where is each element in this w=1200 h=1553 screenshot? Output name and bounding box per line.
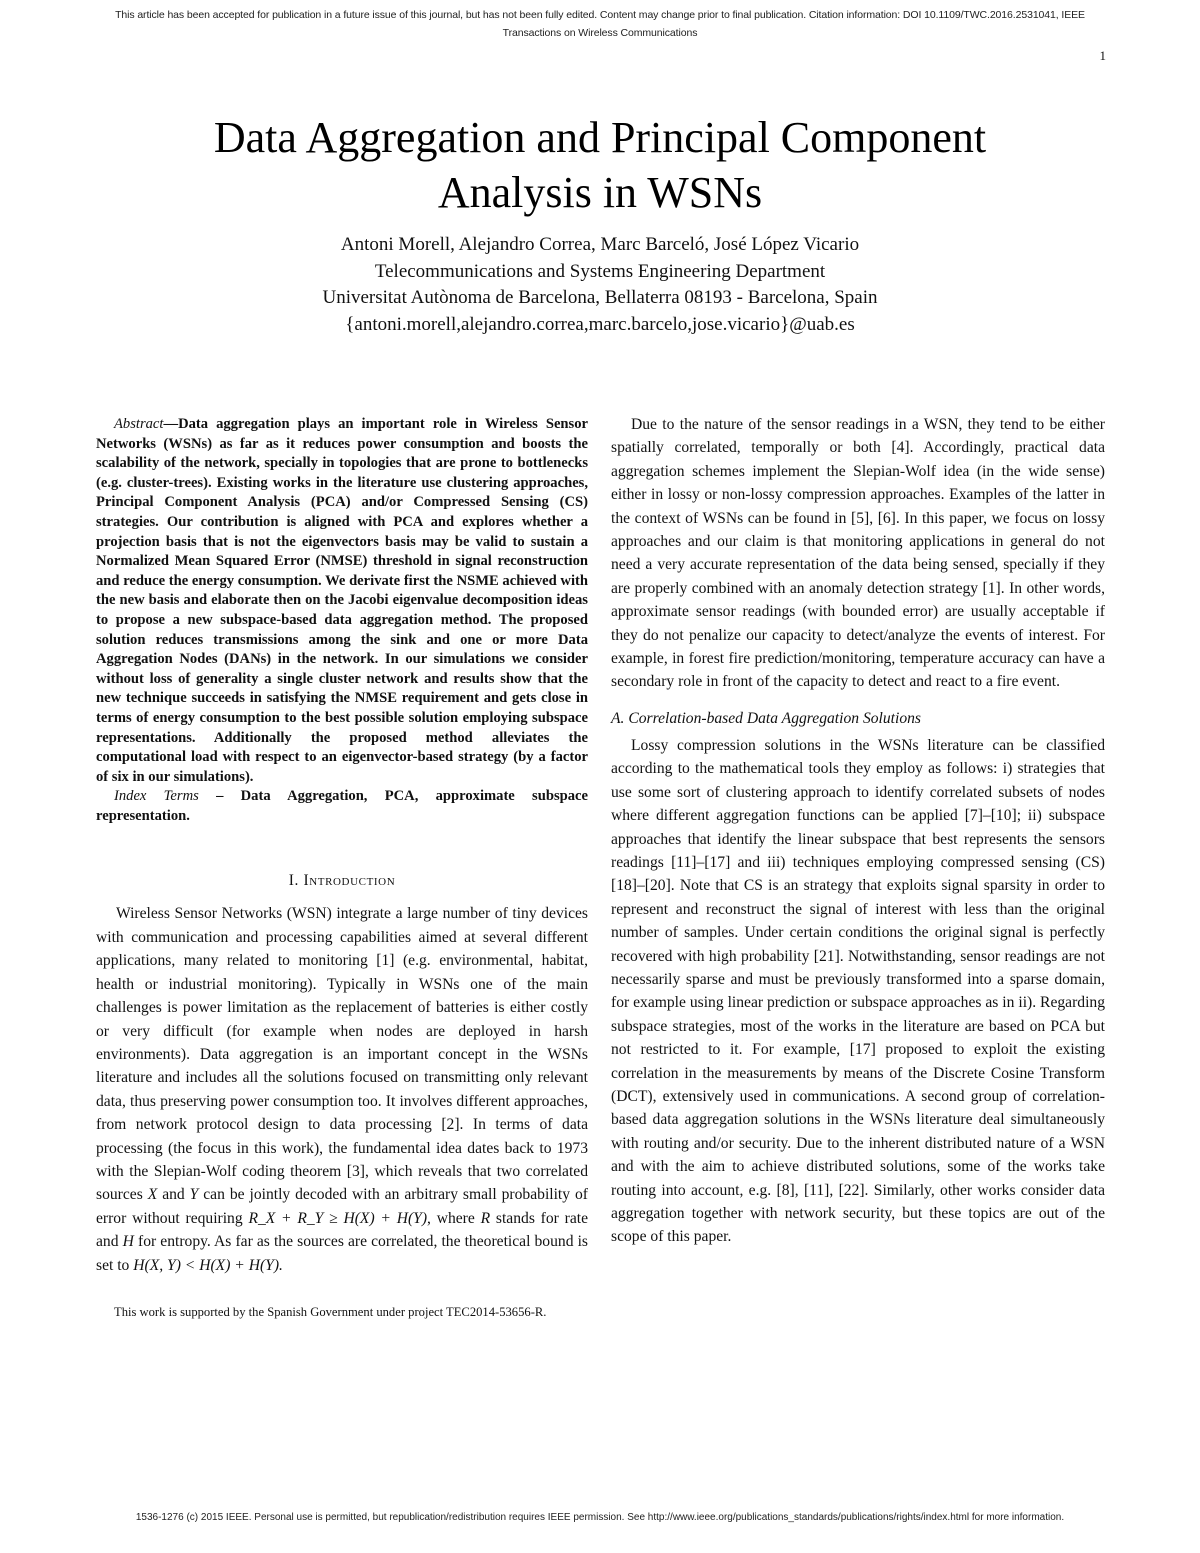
notice-line-2: Transactions on Wireless Communications [502,27,698,39]
var-h: H [122,1233,134,1251]
subsection-heading: A. Correlation-based Data Aggregation Solutions [611,709,921,727]
copyright-footer: 1536-1276 (c) 2015 IEEE. Personal use is permitted, but republication/redistribution requires IEEE permission. See http://www.ieee.org/publications_standards/publications/rights/index.html for more information. [135,1512,1065,1523]
equation-rate-bound: R_X + R_Y ≥ H(X) + H(Y) [248,1209,428,1227]
abstract [96,415,588,787]
right-column [611,413,1105,1249]
intro-text-c: , where [427,1209,475,1227]
left-column [96,415,588,1321]
title-line-2: Analysis in WSNs [437,168,763,217]
abstract-lead: Abstract [114,416,164,432]
index-terms [96,787,588,826]
right-paragraph-2: Lossy compression solutions in the WSNs literature can be classified according to the mathematical tools they employ as follows: i) strategies that use some sort of clustering approach to identify correlated subsets of nodes where different aggregation functions can be applied [7]–[10]; ii) subspace approaches that identify the linear subspace that best represents the sensors readings [11]–[17] and iii) techniques employing compressed sensing (CS) [18]–[20]. Note that CS is an strategy that exploits signal sparsity in order to represent and reconstruct the signal of interest with less than the original number of samples. Under certain conditions the original signal is perfectly recovered with high probability [21]. Notwithstanding, sensor readings are not necessarily sparse and must be previously transformed into a sparse domain, for example using linear prediction or subspace approaches as in ii). Regarding subspace strategies, most of the works in the literature are based on PCA but not restricted to it. For example, [17] proposed to exploit the existing correlation in the measurements by means of the Discrete Cosine Transform (DCT), extensively used in communications. A second group of correlation-based data aggregation solutions in the WSNs literature deal simultaneously with routing and/or security. Due to the inherent distributed nature of a WSN and with the aim to achieve distributed solutions, some of the works take routing into account, e.g. [8], [11], [22]. Similarly, other works consider data aggregation together with network security, but these topics are out of the scope of this paper. [611,736,1105,1246]
intro-text-d: stands for rate and [96,1209,588,1251]
right-paragraph-1: Due to the nature of the sensor readings in a WSN, they tend to be either spatially correlated, temporally or both [4]. Accordingly, practical data aggregation schemes implement the Slepian-Wolf idea (in the wide sense) either in lossy or non-lossy compression approaches. Examples of the latter in the context of WSNs can be found in [5], [6]. In this paper, we focus on lossy approaches and our claim is that monitoring applications in general do not need a very accurate representation of the data being sensed, specially if they are properly combined with an anomaly detection strategy [1]. In other words, approximate sensor readings (with bounded error) are usually acceptable if they do not penalize our capacity to detect/analyze the events of interest. For example, in forest fire prediction/monitoring, temperature accuracy can have a secondary role in front of the capacity to detect and react to a fire event. [611,416,1105,691]
intro-and: and [162,1186,185,1204]
var-x: X [147,1186,158,1204]
equation-joint-entropy: H(X, Y) < H(X) + H(Y). [133,1256,283,1274]
intro-paragraph [96,902,588,1277]
section-heading-introduction: I. Introduction [288,872,396,890]
author-block [100,232,1100,338]
author-emails: {antoni.morell,alejandro.correa,marc.barcelo,jose.vicario}@uab.es [345,313,855,335]
publication-notice [40,6,1160,42]
index-terms-lead: Index Terms [114,788,199,805]
abstract-text: —Data aggregation plays an important role in Wireless Sensor Networks (WSNs) as far as it reduces power consumption and boosts the scalability of the network, specially in topologies that are prone to bottlenecks (e.g. cluster-trees). Existing works in the literature use clustering approaches, Principal Component Analysis (PCA) and/or Compressed Sensing (CS) strategies. Our contribution is aligned with PCA and explores whether a projection basis that is not the eigenvectors basis may be valid to sustain a Normalized Mean Squared Error (NMSE) threshold in signal reconstruction and reduce the energy consumption. We derivate first the NSME achieved with the new basis and elaborate then on the Jacobi eigenvalue decomposition ideas to propose a new subspace-based data aggregation method. The proposed solution reduces transmissions among the sink and one or more Data Aggregation Nodes (DANs) in the network. In our simulations we consider without loss of generality a single cluster network and results show that the new technique succeeds in satisfying the NMSE requirement and gets close in terms of energy consumption to the best possible solution employing subspace representations. Additionally the proposed method alleviates the computational load with respect to an eigenvector-based strategy (by a factor of six in our simulations). [96,416,588,785]
page-number: 1 [1099,48,1106,63]
var-y: Y [189,1186,199,1204]
author-department: Telecommunications and Systems Engineering Department [374,260,826,282]
intro-text-a: Wireless Sensor Networks (WSN) integrate a large number of tiny devices with communication and processing capabilities aimed at several different applications, many related to monitoring [1] (e.g. environmental, habitat, health or industrial monitoring). Typically in WSNs one of the main challenges is power limitation as the replacement of batteries is either costly or very difficult (for example when nodes are deployed in harsh environments). Data aggregation is an important concept in the WSNs literature and includes all the solutions focused on transmitting only relevant data, thus preserving power consumption too. It involves different approaches, from network protocol design to data processing [2]. In terms of data processing (the focus in this work), the fundamental idea dates back to 1973 with the Slepian-Wolf coding theorem [3], which reveals that two correlated sources [96,905,588,1204]
funding-footnote: This work is supported by the Spanish Government under project TEC2014-53656-R. [114,1304,547,1319]
intro-text-b: can be jointly decoded with an arbitrary small probability of error without requiring [96,1186,588,1227]
author-university: Universitat Autònoma de Barcelona, Bellaterra 08193 - Barcelona, Spain [322,287,878,308]
intro-text-e: for entropy. As far as the sources are correlated, the theoretical bound is set to [96,1233,588,1274]
author-names: Antoni Morell, Alejandro Correa, Marc Barceló, José López Vicario [340,234,860,255]
paper-title [100,110,1100,220]
title-line-1: Data Aggregation and Principal Component [213,113,987,162]
index-terms-text: – Data Aggregation, PCA, approximate subspace representation. [96,788,588,824]
var-r: R [480,1209,491,1227]
notice-line-1: This article has been accepted for publication in a future issue of this journal, but has not been fully edited. Content may change prior to final publication. Citation information: DOI 10.1109/TWC.2016.2531041, IEEE [115,9,1085,21]
